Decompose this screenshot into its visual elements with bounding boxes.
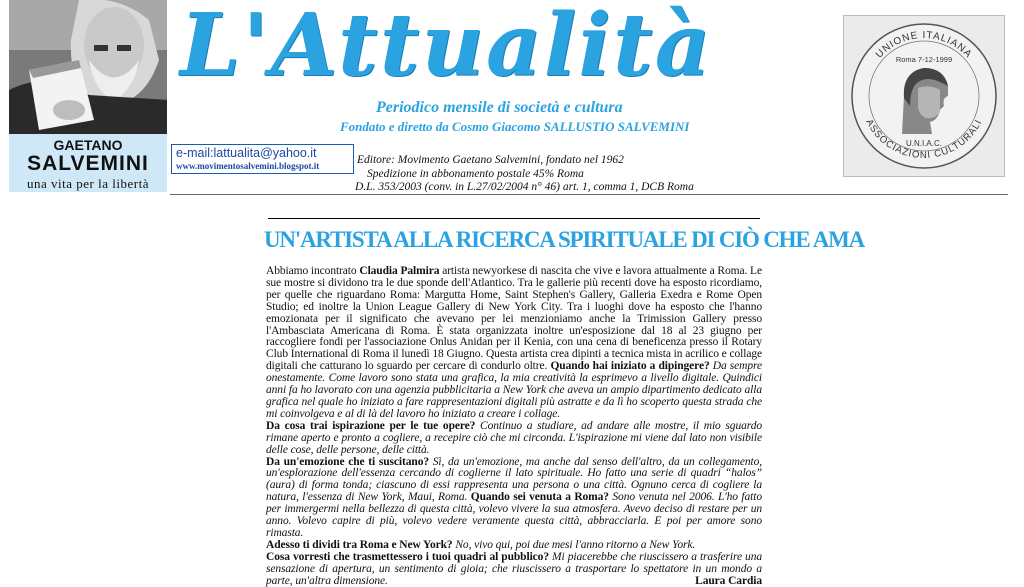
newspaper-title: L'Attualità [180, 0, 713, 96]
seal-bottom-text: ASSOCIAZIONI CULTURALI [863, 117, 985, 162]
shipping-line: Spedizione in abbonamento postale 45% Roma [367, 167, 584, 180]
last-name: SALVEMINI [27, 152, 149, 175]
portrait-photo [9, 0, 167, 134]
portrait-illustration [9, 0, 167, 134]
intro-text-a: Abbiamo incontrato [266, 265, 360, 277]
intro-text-b: artista newyorkese di nascita che vive e lavora attualmente a Roma. Le sue mostre si dividono tra le due sponde dell'Atlantico. Tra le gallerie più recenti dove ha esposto ricordiamo, per quelle che riguardano Roma: Margutta Home, Saint Stephen's Gallery, Galleria Exedra e Rome Open Studio; ed inoltre la Union League Gallery di New York City. Tra i luoghi dove ha esposto che l'hanno emozionata per il significato che avevano per lei menzioniamo anche la Trimission Gallery presso l'Ambasciata Americana di Roma. È stata organizzata inoltre un'esposizione dal 18 al 23 giugno per raccogliere fondi per l'associazione Onlus Anidan per il Kenia, con una cena di beneficenza presso il Rotary Club International di Roma il lunedì 18 Giugno. Questa artista crea dipinti a tecnica mista in acrilico e collage digitali che catturano lo sguardo per cercare di condurlo oltre. [266, 265, 762, 373]
article-paragraph [266, 552, 762, 587]
artist-name: Claudia Palmira [359, 265, 440, 277]
question-2: Da cosa trai ispirazione per le tue opere? [266, 419, 476, 432]
association-seal [843, 15, 1005, 177]
question-3: Da un'emozione che ti suscitano? [266, 455, 429, 468]
article-paragraph [266, 421, 762, 457]
answer-5: No, vivo qui, poi due mesi l'anno ritorno a New York. [452, 538, 696, 551]
article-paragraph [266, 266, 762, 421]
article-body [266, 266, 762, 587]
answer-6: Mi piacerebbe che riuscissero a trasferire una sensazione di apertura, un sentimento di gioia; che riuscissero a trasportare lo spettatore in un mondo a parte, un'altra dimensione. [266, 550, 762, 587]
blog-link[interactable]: www.movimentosalvemini.blogspot.it [176, 161, 320, 171]
question-5: Adesso ti dividi tra Roma e New York? [266, 538, 453, 551]
answer-1: Da sempre onestamente. Come lavoro sono stata una grafica, la mia creatività la esprimevo a livello digitale. Quindici anni fa ho lavorato con una agenzia pubblicitaria a New York che aveva un ampio dipartimento dedicato alla grafica nel quale ho iniziato a fare rappresentazioni digitali più astratte e da lì ho scoperto questa strada che mi coinvolgeva e al di là del lavoro ho iniziato a creare i collage. [266, 360, 762, 420]
seal-top-text: UNIONE ITALIANA [873, 29, 975, 61]
article-top-rule [268, 218, 760, 219]
seal-date: Roma 7-12-1999 [895, 55, 953, 64]
header-divider [170, 194, 1008, 195]
email-link[interactable]: e-mail:lattualita@yahoo.it [176, 146, 317, 160]
question-6: Cosa vorresti che trasmettessero i tuoi quadri al pubblico? [266, 550, 549, 563]
publication-info [357, 154, 694, 195]
question-1: Quando hai iniziato a dipingere? [550, 360, 710, 373]
article-paragraph [266, 457, 762, 540]
first-name: GAETANO [53, 137, 123, 153]
answer-3: Sì, da un'emozione, ma anche dal senso dell'altro, da un collegamento, un'esplorazione dell'essenza cercando di coglierne il lato spirituale. Ho fatto una serie di quadri “halos” (aura) di forma tonda; ciascuno di essi rappresenta una persona o una città. Ognuno cerca di cogliere la natura, l'essenza di New York, Maui, Roma. [266, 455, 762, 504]
contact-box [171, 144, 354, 174]
article-author: Laura Cardia [695, 574, 762, 587]
question-4: Quando sei venuta a Roma? [470, 491, 609, 504]
answer-2: Continuo a studiare, ad andare alle mostre, il mio sguardo rimane aperto e pronto a cogliere, a recepire ciò che mi circonda. L'ispirazione mi viene dal lato non visibile delle cose, delle persone, delle città. [266, 419, 762, 456]
name-box [9, 134, 167, 192]
founder-line: Fondato e diretto da Cosmo Giacomo SALLUSTIO SALVEMINI [340, 119, 690, 134]
editor-line: Editore: Movimento Gaetano Salvemini, fondato nel 1962 [357, 154, 624, 166]
seal-acronym: U.N.I.A.C. [905, 139, 943, 148]
newspaper-subtitle: Periodico mensile di società e cultura [376, 99, 623, 116]
answer-4: Sono venuta nel 2006. L'ho fatto per immergermi nella bellezza di questa città, volevo vivere la sua atmosfera. Avevo deciso di restare per un anno. Volevo capire di più, volevo vedere veramente questa città, abbracciarla. E poi per amore sono rimasta. [266, 491, 762, 539]
seal-emblem [844, 16, 1004, 176]
legal-line: D.L. 353/2003 (conv. in L.27/02/2004 n° 46) art. 1, comma 1, DCB Roma [355, 181, 694, 193]
article-title: UN'ARTISTA ALLA RICERCA SPIRITUALE DI CIÒ CHE AMA [264, 227, 865, 252]
tagline: una vita per la libertà [27, 176, 149, 191]
